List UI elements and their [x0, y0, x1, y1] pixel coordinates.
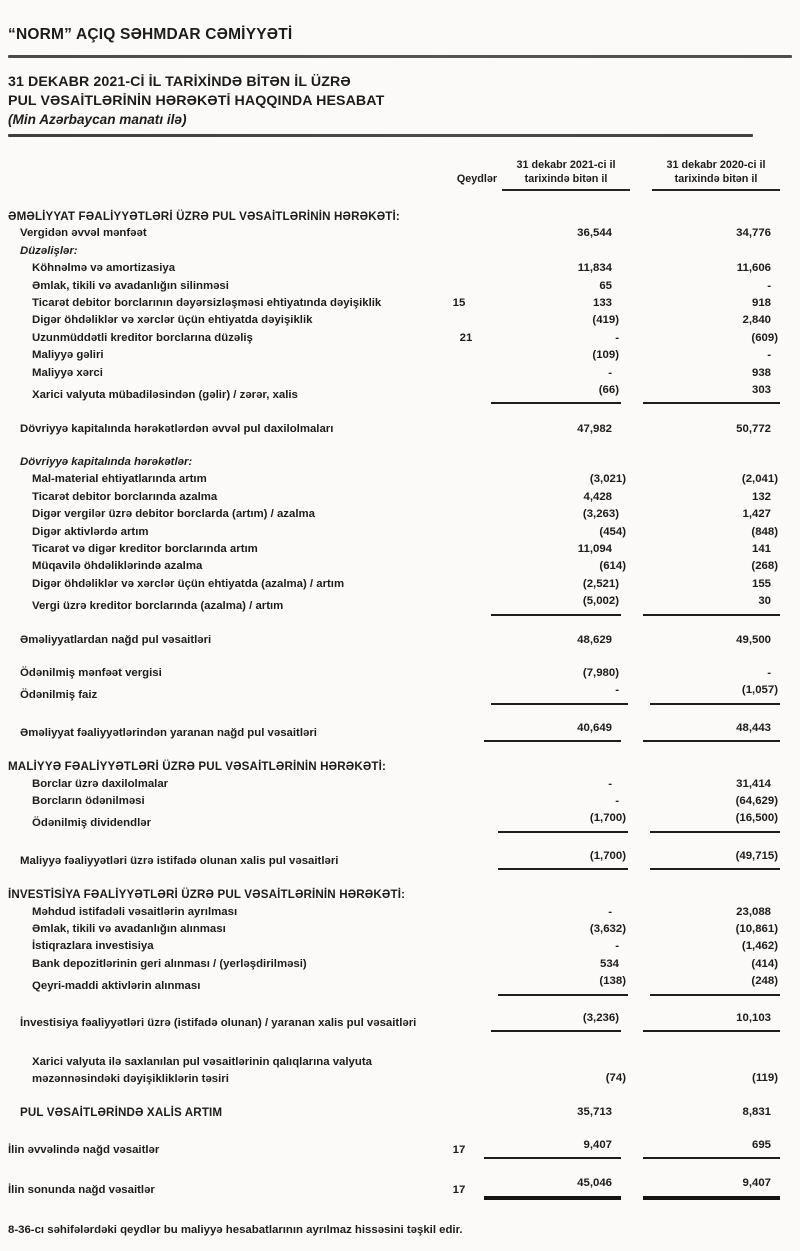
- table-row: [8, 848, 780, 870]
- value-2021: (454): [599, 525, 626, 538]
- row-label: Uzunmüddətli kreditor borclarına düzəliş: [32, 331, 253, 344]
- table-row: [8, 454, 780, 471]
- value-2021: (3,236): [491, 1010, 621, 1032]
- value-2020: 50,772: [736, 423, 771, 436]
- value-2021: 11,834: [577, 262, 612, 275]
- value-2020: -: [767, 349, 771, 362]
- table-row: [8, 793, 780, 810]
- row-label: Digər aktivlərdə artım: [32, 525, 149, 538]
- table-row: [8, 576, 780, 593]
- value-2020: 34,776: [736, 227, 771, 240]
- table-row: [8, 1010, 780, 1032]
- table-row: [8, 558, 780, 575]
- table-row: [8, 886, 780, 903]
- value-2021: 35,713: [577, 1105, 612, 1118]
- value-2021: -: [615, 331, 619, 344]
- company-name: “NORM” AÇIQ SƏHMDAR CƏMİYYƏTİ: [8, 26, 293, 43]
- value-2020: 695: [643, 1137, 780, 1159]
- row-label: Borcların ödənilməsi: [32, 794, 145, 807]
- table-row: [8, 1175, 780, 1199]
- value-2020: 938: [751, 366, 771, 379]
- value-2021: 45,046: [484, 1175, 621, 1199]
- value-2021: (3,632): [589, 923, 626, 935]
- table-row: [8, 541, 780, 558]
- value-2021: (614): [599, 560, 626, 573]
- value-2020: 11,606: [736, 262, 771, 275]
- row-label: Maliyyə xərci: [32, 366, 103, 379]
- table-row: [8, 243, 780, 260]
- header-divider: [8, 55, 792, 58]
- value-2021: (138): [498, 973, 628, 995]
- table-row: [8, 382, 780, 404]
- row-label: PUL VƏSAİTLƏRİNDƏ XALİS ARTIM: [20, 1105, 223, 1119]
- row-label: Digər öhdəliklər və xərclər üçün ehtiyatda (azalma) / artım: [32, 577, 345, 590]
- value-2020: 2,840: [742, 314, 771, 327]
- row-label: Borclar üzrə daxilolmalar: [32, 777, 169, 790]
- value-2021: -: [608, 366, 612, 379]
- value-2020: 1,427: [742, 508, 771, 521]
- value-2021: 9,407: [484, 1137, 621, 1159]
- table-row: [8, 524, 780, 541]
- row-label: Xarici valyuta mübadiləsindən (gəlir) / zərər, xalis: [32, 389, 298, 402]
- table-row: [8, 295, 780, 312]
- value-2020: (2,041): [741, 473, 778, 486]
- table-row: [8, 1052, 780, 1088]
- statement-title-block: [8, 73, 780, 129]
- value-2020: (848): [751, 525, 778, 538]
- row-label: Ödənilmiş mənfəət vergisi: [20, 666, 162, 679]
- table-row: [8, 1137, 780, 1159]
- value-2021: 133: [592, 297, 612, 310]
- value-2020: 132: [751, 490, 771, 503]
- row-label: Əmlak, tikili və avadanlığın alınması: [32, 923, 226, 935]
- row-label: ƏMƏLİYYAT FƏALİYYƏTLƏRİ ÜZRƏ PUL VƏSAİTLƏRİNİN HƏRƏKƏTİ:: [8, 210, 400, 223]
- value-2020: (119): [752, 1072, 778, 1085]
- table-row: [8, 720, 780, 742]
- notes-column-header: Qeydlər: [456, 172, 498, 185]
- row-label: İlin əvvəlində nağd vəsaitlər: [8, 1144, 160, 1157]
- value-2021: (5,002): [491, 593, 621, 615]
- row-label: MALİYYƏ FƏALİYYƏTLƏRİ ÜZRƏ PUL VƏSAİTLƏRİNİN HƏRƏKƏTİ:: [8, 760, 387, 774]
- row-label: Dövriyyə kapitalında hərəkətlərdən əvvəl pul daxilolmaları: [20, 423, 334, 436]
- table-row: [8, 330, 780, 347]
- table-row: [8, 956, 780, 973]
- table-row: [8, 921, 780, 938]
- title-divider: [8, 134, 753, 137]
- table-row: [8, 421, 780, 438]
- table-row: [8, 776, 780, 793]
- row-label: İNVESTİSİYA FƏALİYYƏTLƏRİ ÜZRƏ PUL VƏSAİTLƏRİNİN HƏRƏKƏTİ:: [8, 888, 406, 902]
- row-label: Xarici valyuta ilə saxlanılan pul vəsaitlərinin qalıqlarına valyuta məzənnəsindəki dəyişikliklərin təsiri: [32, 1056, 372, 1085]
- value-2021: 47,982: [577, 423, 612, 436]
- value-2021: (74): [605, 1072, 626, 1085]
- table-row: [8, 489, 780, 506]
- value-2021: (419): [592, 314, 619, 327]
- row-label: Köhnəlmə və amortizasiya: [32, 262, 176, 275]
- table-row: [8, 312, 780, 329]
- row-label: Ticarət debitor borclarında azalma: [32, 490, 218, 503]
- value-2020: 9,407: [643, 1175, 780, 1199]
- row-label: Ödənilmiş dividendlər: [32, 817, 151, 830]
- row-label: Vergidən əvvəl mənfəət: [20, 227, 147, 240]
- value-2020: (64,629): [735, 794, 778, 807]
- value-2021: (66): [491, 382, 621, 404]
- value-2020: (1,057): [650, 682, 780, 704]
- table-row: [8, 758, 780, 775]
- column-headers: [8, 159, 780, 191]
- table-row: [8, 938, 780, 955]
- statement-title-line1: 31 DEKABR 2021-Cİ İL TARİXİNDƏ BİTƏN İL ÜZRƏ: [8, 74, 351, 90]
- row-label: Məhdud istifadəli vəsaitlərin ayrılması: [32, 905, 238, 918]
- table-row: [8, 365, 780, 382]
- row-label: Maliyyə fəaliyyətləri üzrə istifadə olunan xalis pul vəsaitləri: [20, 854, 339, 867]
- table-row: [8, 810, 780, 832]
- value-2021: -: [491, 682, 628, 704]
- value-2021: (7,980): [582, 666, 619, 679]
- table-row: [8, 665, 780, 682]
- notes-cell: 15: [452, 297, 466, 310]
- value-2021: -: [608, 905, 612, 918]
- table-row: [8, 278, 780, 295]
- value-2020: 303: [643, 382, 780, 404]
- value-2020: (248): [650, 973, 780, 995]
- value-2021: 65: [599, 279, 612, 292]
- row-label: Əməliyyatlardan nağd pul vəsaitləri: [20, 633, 212, 646]
- table-row: [8, 682, 780, 704]
- footer-note: 8-36-cı səhifələrdəki qeydlər bu maliyyə hesabatlarının ayrılmaz hissəsini təşkil edir.: [8, 1223, 463, 1236]
- value-2020: 141: [751, 542, 771, 555]
- row-label: Dövriyyə kapitalında hərəkətlər:: [20, 455, 193, 468]
- value-2021: (3,021): [589, 473, 626, 486]
- notes-cell: 17: [452, 1144, 466, 1157]
- table-row: [8, 973, 780, 995]
- table-row: [8, 260, 780, 277]
- table-row: [8, 347, 780, 364]
- row-label: Düzəlişlər:: [20, 244, 78, 257]
- value-2021: 36,544: [577, 227, 612, 240]
- value-2020: 8,831: [742, 1105, 771, 1118]
- table-row: [8, 471, 780, 488]
- value-2020: 30: [643, 593, 780, 615]
- value-2020: 49,500: [736, 633, 771, 646]
- value-2020: (16,500): [650, 810, 780, 832]
- currency-note: (Min Azərbaycan manatı ilə): [8, 112, 187, 127]
- value-2021: -: [615, 794, 619, 807]
- value-2020: (10,861): [735, 923, 778, 935]
- table-row: [8, 632, 780, 649]
- value-2021: 48,629: [577, 633, 612, 646]
- value-2020: (49,715): [650, 848, 780, 870]
- statement-title-line2: PUL VƏSAİTLƏRİNİN HƏRƏKƏTİ HAQQINDA HESABAT: [8, 93, 385, 109]
- period-2020-header: 31 dekabr 2020-ci il tarixində bitən il: [652, 159, 780, 191]
- value-2020: -: [767, 279, 771, 292]
- value-2021: 11,094: [577, 542, 612, 555]
- table-row: [8, 593, 780, 615]
- value-2020: 48,443: [643, 720, 780, 742]
- row-label: Ödənilmiş faiz: [20, 689, 98, 702]
- row-label: Qeyri-maddi aktivlərin alınması: [32, 980, 201, 993]
- value-2021: 534: [599, 957, 619, 970]
- table-row: [8, 904, 780, 921]
- row-label: Ticarət və digər kreditor borclarında artım: [32, 542, 258, 555]
- row-label: Ticarət debitor borclarının dəyərsizləşməsi ehtiyatında dəyişiklik: [32, 297, 382, 310]
- value-2020: 23,088: [736, 905, 771, 918]
- row-label: İnvestisiya fəaliyyətləri üzrə (istifadə olunan) / yaranan xalis pul vəsaitləri: [20, 1017, 417, 1030]
- row-label: Mal-material ehtiyatlarında artım: [32, 473, 207, 486]
- value-2021: -: [615, 940, 619, 953]
- value-2021: 4,428: [583, 490, 612, 503]
- value-2020: 918: [751, 297, 771, 310]
- value-2020: (1,462): [741, 940, 778, 953]
- table-row: [8, 225, 780, 242]
- value-2021: (2,521): [582, 577, 619, 590]
- row-label: İlin sonunda nağd vəsaitlər: [8, 1184, 155, 1197]
- value-2020: -: [767, 666, 771, 679]
- row-label: Bank depozitlərinin geri alınması / (yerləşdirilməsi): [32, 957, 307, 970]
- table-row: [8, 208, 780, 225]
- row-label: Əmlak, tikili və avadanlığın silinməsi: [32, 279, 229, 292]
- period-2021-header: 31 dekabr 2021-ci il tarixində bitən il: [502, 159, 630, 191]
- value-2021: (1,700): [498, 848, 628, 870]
- value-2020: 155: [751, 577, 771, 590]
- row-label: Maliyyə gəliri: [32, 349, 104, 362]
- value-2020: 10,103: [643, 1010, 780, 1032]
- notes-cell: 17: [452, 1184, 466, 1197]
- value-2021: (1,700): [498, 810, 628, 832]
- value-2021: 40,649: [484, 720, 621, 742]
- value-2020: (268): [751, 560, 778, 573]
- value-2020: (414): [751, 957, 778, 970]
- table-row: [8, 1104, 780, 1121]
- row-label: Müqavilə öhdəliklərində azalma: [32, 560, 203, 573]
- row-label: Əməliyyat fəaliyyətlərindən yaranan nağd pul vəsaitləri: [20, 726, 317, 739]
- value-2020: 31,414: [736, 777, 771, 790]
- table-row: [8, 506, 780, 523]
- value-2021: -: [608, 777, 612, 790]
- row-label: Digər öhdəliklər və xərclər üçün ehtiyatda dəyişiklik: [32, 314, 313, 327]
- notes-cell: 21: [459, 331, 473, 344]
- statement-rows: [8, 208, 780, 1200]
- value-2021: (3,263): [582, 508, 619, 521]
- row-label: Digər vergilər üzrə debitor borclarda (artım) / azalma: [32, 508, 315, 521]
- value-2021: (109): [592, 349, 619, 362]
- row-label: İstiqrazlara investisiya: [32, 940, 154, 953]
- value-2020: (609): [751, 331, 778, 344]
- row-label: Vergi üzrə kreditor borclarında (azalma) / artım: [32, 600, 284, 613]
